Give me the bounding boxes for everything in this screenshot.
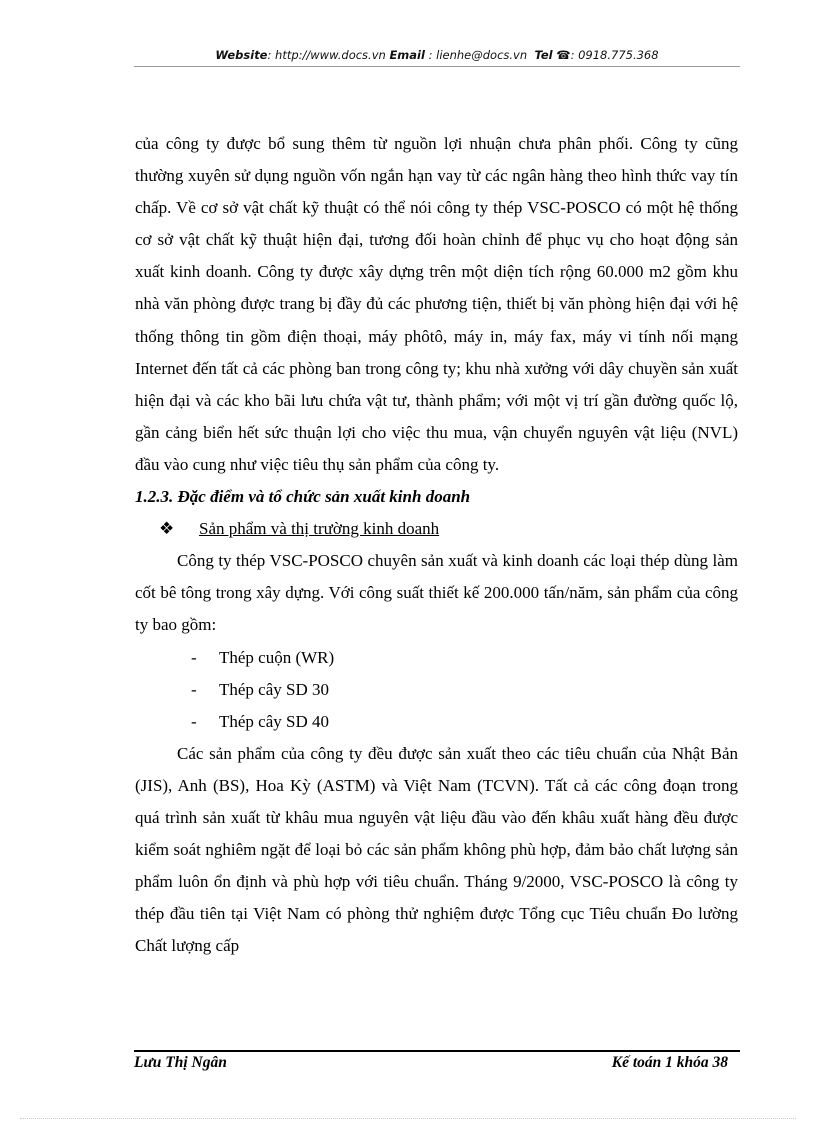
dash-marker: - <box>191 679 197 699</box>
section-heading: 1.2.3. Đặc điểm và tổ chức sản xuất kinh doanh <box>135 487 471 507</box>
website-url: : http://www.docs.vn <box>267 48 386 62</box>
email-label: Email <box>389 48 425 62</box>
header-divider <box>134 66 740 67</box>
product-label: Thép cây SD 40 <box>219 711 330 731</box>
dash-marker: - <box>191 711 197 731</box>
product-item <box>135 642 738 674</box>
product-item <box>135 706 738 738</box>
website-label: Website <box>215 48 268 62</box>
tel-number: : 0918.775.368 <box>570 48 659 62</box>
diamond-bullet-icon: ❖ <box>159 519 175 539</box>
document-body <box>135 128 738 962</box>
phone-icon: ☎ <box>556 48 571 62</box>
product-item <box>135 674 738 706</box>
email-address: : lienhe@docs.vn <box>428 48 528 62</box>
tel-label: Tel <box>534 48 553 62</box>
paragraph-2: Công ty thép VSC-POSCO chuyên sản xuất và kinh doanh các loại thép dùng làm cốt bê tông trong xây dựng. Với công suất thiết kế 200.000 tấn/năm, sản phẩm của công ty bao gồm: <box>135 551 738 635</box>
dash-marker: - <box>191 647 197 667</box>
bullet-item <box>135 513 738 545</box>
paragraph-1: của công ty được bổ sung thêm từ nguồn lợi nhuận chưa phân phối. Công ty cũng thường xuyên sử dụng nguồn vốn ngắn hạn vay từ các ngân hàng theo hình thức vay tín chấp. Về cơ sở vật chất kỹ thuật có thể nói công ty thép VSC-POSCO có một hệ thống cơ sở vật chất kỹ thuật hiện đại, tương đối hoàn chỉnh để phục vụ cho hoạt động sản xuất kinh doanh. Công ty được xây dựng trên một diện tích rộng 60.000 m2 gồm khu nhà văn phòng được trang bị đầy đủ các phương tiện, thiết bị văn phòng hiện đại với hệ thống thông tin gồm điện thoại, máy phôtô, máy in, máy fax, máy vi tính nối mạng Internet đến tất cả các phòng ban trong công ty; khu nhà xưởng với dây chuyền sản xuất hiện đại và các kho bãi lưu chứa vật tư, thành phẩm; với một vị trí gần đường quốc lộ, gần cảng biển hết sức thuận lợi cho việc thu mua, vận chuyển nguyên vật liệu (NVL) đầu vào cung như việc tiêu thụ sản phẩm của công ty. <box>135 134 738 474</box>
product-label: Thép cây SD 30 <box>219 679 330 699</box>
paragraph-3: Các sản phẩm của công ty đều được sản xuất theo các tiêu chuẩn của Nhật Bản (JIS), Anh (BS), Hoa Kỳ (ASTM) và Việt Nam (TCVN). Tất cả các công đoạn trong quá trình sản xuất từ khâu mua nguyên vật liệu đầu vào đến khâu xuất hàng đều được kiểm soát nghiêm ngặt để loại bỏ các sản phẩm không phù hợp, đảm bảo chất lượng sản phẩm luôn ổn định và phù hợp với tiêu chuẩn. Tháng 9/2000, VSC-POSCO là công ty thép đầu tiên tại Việt Nam có phòng thử nghiệm được Tổng cục Tiêu chuẩn Đo lường Chất lượng cấp <box>135 743 738 956</box>
product-label: Thép cuộn (WR) <box>219 647 335 667</box>
footer-course: Kế toán 1 khóa 38 <box>611 1054 728 1071</box>
bullet-text: Sản phẩm và thị trường kinh doanh <box>199 519 440 539</box>
page-header <box>134 48 740 62</box>
footer-author: Lưu Thị Ngân <box>134 1054 227 1071</box>
page-edge <box>20 1118 796 1119</box>
footer-divider <box>134 1050 740 1052</box>
